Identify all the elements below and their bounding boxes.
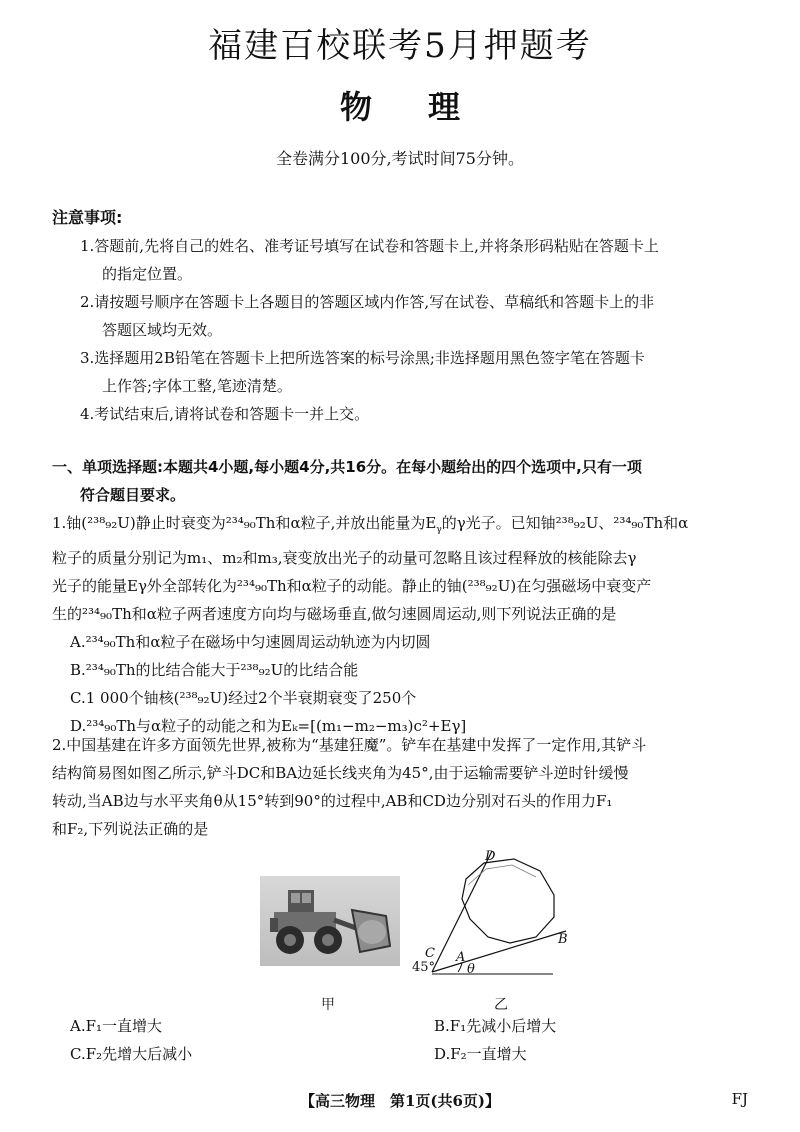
note-item: [80, 400, 770, 428]
point-a-label: A: [456, 950, 466, 965]
q1-text-1b: 的γ光子。已知铀²³⁸₉₂U、²³⁴₉₀Th和α: [441, 514, 689, 532]
q1-option-d: D.²³⁴₉₀Th与α粒子的动能之和为Eₖ=[(m₁−m₂−m₃)c²+Eγ]: [70, 717, 467, 735]
section-line-cont: 符合题目要求。: [80, 486, 186, 504]
note-line: 3.选择题用2B铅笔在答题卡上把所选答案的标号涂黑;非选择题用黑色签字笔在答题卡: [80, 349, 645, 367]
point-d-label: D: [485, 849, 496, 864]
bucket-diagram-figure: [418, 845, 578, 980]
note-line: 4.考试结束后,请将试卷和答题卡一并上交。: [80, 405, 370, 423]
note-item: [80, 288, 770, 344]
angle-45-label: 45°: [412, 960, 436, 975]
q2-option-d: D.F₂一直增大: [434, 1045, 527, 1063]
q2-options-row-1: [70, 1012, 760, 1040]
question-line: 转动,当AB边与水平夹角θ从15°转到90°的过程中,AB和CD边分别对石头的作用力F₁: [52, 792, 613, 810]
exam-meta: 全卷满分100分,考试时间75分钟。: [276, 149, 524, 168]
question-line: 2.中国基建在许多方面领先世界,被称为“基建狂魔”。铲车在基建中发挥了一定作用,其铲斗: [52, 736, 647, 754]
subject-char-2: 理: [428, 88, 461, 126]
q2-option-b: B.F₁先减小后增大: [434, 1017, 557, 1035]
q1-option-a: A.²³⁴₉₀Th和α粒子在磁场中匀速圆周运动轨迹为内切圆: [70, 633, 431, 651]
note-line-cont: 上作答;字体工整,笔迹清楚。: [102, 377, 292, 395]
question-line: 光子的能量Eγ外全部转化为²³⁴₉₀Th和α粒子的动能。静止的铀(²³⁸₉₂U)在匀强磁场中衰变产: [52, 577, 652, 595]
question-2: [52, 731, 772, 843]
subject-title: [0, 82, 800, 128]
figure-b-caption: 乙: [494, 997, 508, 1013]
theta-label: θ: [467, 962, 475, 977]
q2-options-row-2: [70, 1040, 760, 1068]
notes-list: [80, 232, 770, 428]
question-line: 和F₂,下列说法正确的是: [52, 820, 209, 838]
q1-option-b: B.²³⁴₉₀Th的比结合能大于²³⁸₉₂U的比结合能: [70, 661, 359, 679]
point-b-label: B: [558, 932, 568, 947]
note-line-cont: 的指定位置。: [102, 265, 193, 283]
section-line: 一、单项选择题:本题共4小题,每小题4分,共16分。在每小题给出的四个选项中,只有一项: [52, 458, 642, 476]
question-line: 粒子的质量分别记为m₁、m₂和m₃,衰变放出光子的动量可忽略且该过程释放的核能除去γ: [52, 549, 637, 567]
subject-char-1: 物: [339, 88, 372, 126]
exam-title: 福建百校联考5月押题考: [208, 26, 592, 66]
q2-option-a: A.F₁一直增大: [70, 1017, 163, 1035]
footer-code: FJ: [731, 1090, 748, 1108]
q2-option-c: C.F₂先增大后减小: [70, 1045, 193, 1063]
point-c-label: C: [425, 946, 435, 961]
question-line: 结构简易图如图乙所示,铲斗DC和BA边延长线夹角为45°,由于运输需要铲斗逆时针缓慢: [52, 764, 629, 782]
note-line: 2.请按题号顺序在答题卡上各题目的答题区域内作答,写在试卷、草稿纸和答题卡上的非: [80, 293, 655, 311]
page-footer: 【高三物理 第1页(共6页)】: [299, 1092, 501, 1110]
question-line: 生的²³⁴₉₀Th和α粒子两者速度方向均与磁场垂直,做匀速圆周运动,则下列说法正确的是: [52, 605, 617, 623]
note-item: [80, 344, 770, 400]
q1-option-c: C.1 000个铀核(²³⁸₉₂U)经过2个半衰期衰变了250个: [70, 689, 417, 707]
notes-heading: 注意事项:: [52, 208, 123, 227]
section-heading: [52, 453, 772, 509]
question-1: [52, 509, 772, 740]
note-line: 1.答题前,先将自己的姓名、准考证号填写在试卷和答题卡上,并将条形码粘贴在答题卡上: [80, 237, 659, 255]
loader-photo-figure: [260, 876, 400, 966]
note-line-cont: 答题区域均无效。: [102, 321, 223, 339]
note-item: [80, 232, 770, 288]
q1-text-1: 1.铀(²³⁸₉₂U)静止时衰变为²³⁴₉₀Th和α粒子,并放出能量为E: [52, 514, 437, 532]
figure-a-caption: 甲: [321, 997, 335, 1013]
question-line: 1.铀(²³⁸₉₂U)静止时衰变为²³⁴₉₀Th和α粒子,并放出能量为$E_\gamma$的γ光子。已知铀²³⁸₉₂U、²³⁴₉₀Th和α: [52, 514, 689, 535]
